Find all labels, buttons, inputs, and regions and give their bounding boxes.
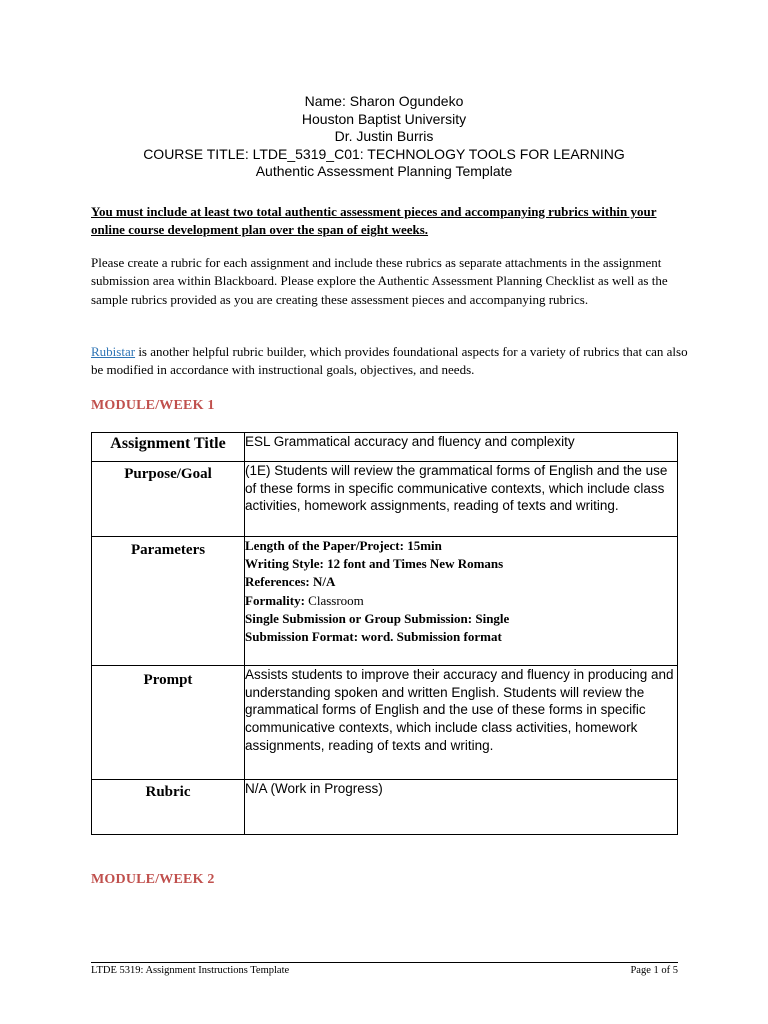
param-length: Length of the Paper/Project: 15min: [245, 538, 442, 553]
rubistar-text: is another helpful rubric builder, which provides foundational aspects for a variety of rubrics that can also be modified in accordance with instructional goals, objectives, and needs.: [91, 344, 688, 378]
rubistar-link[interactable]: Rubistar: [91, 344, 136, 359]
assignment-title-value: ESL Grammatical accuracy and fluency and complexity: [245, 433, 678, 462]
template-title: Authentic Assessment Planning Template: [255, 163, 513, 179]
table-row: [92, 433, 678, 462]
page-number: Page 1 of 5: [630, 965, 678, 976]
prompt-label: Prompt: [92, 666, 245, 780]
prompt-value: Assists students to improve their accuracy and fluency in producing and understanding spoken and written English. Students will review the grammatical forms of English and the use of these forms in specific communicative contexts, which include class activities, homework assignments, reading of texts and writing.: [245, 666, 678, 780]
footer-divider: [91, 962, 678, 963]
param-format: Submission Format: word. Submission format: [245, 629, 502, 645]
university-name: Houston Baptist University: [301, 110, 467, 127]
param-style: Writing Style: 12 font and Times New Romans: [245, 556, 504, 572]
document-header: [0, 93, 768, 181]
param-formality-label: Formality:: [245, 592, 305, 608]
table-row: [92, 537, 678, 666]
module-week-2-heading: MODULE/WEEK 2: [91, 872, 215, 887]
rubistar-paragraph: [91, 343, 691, 380]
param-references: References: N/A: [245, 574, 336, 590]
table-row: [92, 780, 678, 835]
param-formality-value: Classroom: [304, 592, 364, 608]
module-week-1-heading: MODULE/WEEK 1: [91, 398, 215, 413]
purpose-value: (1E) Students will review the grammatical forms of English and the use of these forms in specific communicative contexts, which include class activities, homework assignments, reading of texts and writing.: [245, 462, 678, 537]
parameters-value: [245, 537, 678, 666]
requirement-note: You must include at least two total authentic assessment pieces and accompanying rubrics within your online course development plan over the span of eight weeks.: [91, 204, 657, 237]
param-submission: Single Submission or Group Submission: Single: [245, 610, 510, 626]
instructions-paragraph: Please create a rubric for each assignment and include these rubrics as separate attachments in the assignment submission area within Blackboard. Please explore the Authentic Assessment Planning Checklist as well as the sample rubrics provided as you are creating these assessment pieces and accompanying rubrics.: [91, 255, 668, 307]
footer-title: LTDE 5319: Assignment Instructions Template: [91, 965, 290, 976]
assignment-table: [91, 432, 678, 835]
course-title: COURSE TITLE: LTDE_5319_C01: TECHNOLOGY TOOLS FOR LEARNING: [143, 145, 625, 162]
student-name: Name: Sharon Ogundeko: [304, 93, 464, 109]
rubric-value: N/A (Work in Progress): [245, 780, 678, 835]
table-row: [92, 666, 678, 780]
purpose-label: Purpose/Goal: [92, 462, 245, 537]
instructor-name: Dr. Justin Burris: [334, 128, 434, 144]
parameters-label: Parameters: [92, 537, 245, 666]
assignment-title-label: Assignment Title: [92, 433, 245, 462]
table-row: [92, 462, 678, 537]
rubric-label: Rubric: [92, 780, 245, 835]
